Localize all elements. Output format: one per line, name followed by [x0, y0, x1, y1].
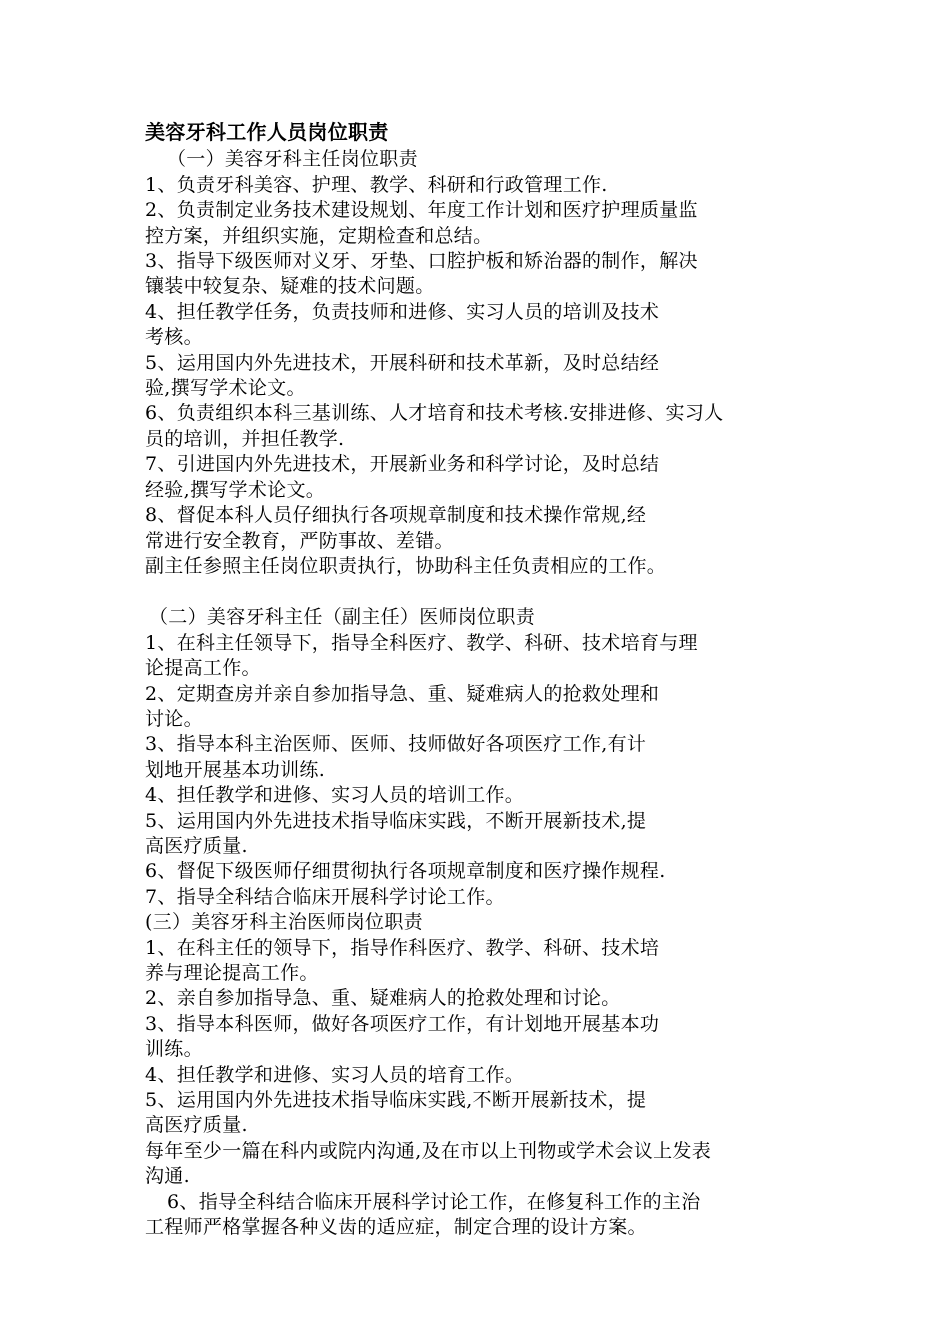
text-line: 训练。	[145, 1038, 203, 1061]
text-line: 3、指导下级医师对义牙、牙垫、口腔护板和矫治器的制作，解决	[145, 250, 698, 273]
text-line: 控方案，并组织实施，定期检查和总结。	[145, 224, 493, 247]
text-line: 验,撰写学术论文。	[145, 377, 306, 400]
text-line: 讨论。	[145, 707, 203, 730]
text-line: 6、督促下级医师仔细贯彻执行各项规章制度和医疗操作规程.	[145, 860, 666, 883]
text-line: 5、运用国内外先进技术指导临床实践,不断开展新技术，提	[145, 1089, 647, 1112]
text-line: 副主任参照主任岗位职责执行，协助科主任负责相应的工作。	[145, 554, 667, 577]
text-line: 7、引进国内外先进技术，开展新业务和科学讨论，及时总结	[145, 453, 660, 476]
text-line: 7、指导全科结合临床开展科学讨论工作。	[145, 885, 505, 908]
text-line: 4、担任教学和进修、实习人员的培育工作。	[145, 1063, 525, 1086]
text-line: 高医疗质量.	[145, 834, 248, 857]
text-line: 常进行安全教育，严防事故、差错。	[145, 529, 454, 552]
text-line: 3、指导本科主治医师、医师、技师做好各项医疗工作,有计	[145, 733, 647, 756]
text-line: 5、运用国内外先进技术指导临床实践，不断开展新技术,提	[145, 809, 647, 832]
text-line: 员的培训，并担任教学.	[145, 427, 345, 450]
text-line: 6、指导全科结合临床开展科学讨论工作，在修复科工作的主治	[167, 1190, 701, 1213]
section-3-body	[145, 936, 815, 1241]
text-line: 沟通.	[145, 1165, 190, 1188]
text-line: 2、负责制定业务技术建设规划、年度工作计划和医疗护理质量监	[145, 199, 698, 222]
text-line: 经验,撰写学术论文。	[145, 478, 326, 501]
text-line: 2、亲自参加指导急、重、疑难病人的抢救处理和讨论。	[145, 987, 621, 1010]
section-1-heading: （一）美容牙科主任岗位职责	[167, 148, 418, 171]
text-line: 论提高工作。	[145, 657, 261, 680]
text-line: 1、在科主任的领导下，指导作科医疗、教学、科研、技术培	[145, 936, 660, 959]
text-line: 5、运用国内外先进技术，开展科研和技术革新，及时总结经	[145, 351, 660, 374]
text-line: 高医疗质量.	[145, 1114, 248, 1137]
document-title: 美容牙科工作人员岗位职责	[145, 120, 389, 144]
text-line: 工程师严格掌握各种义齿的适应症，制定合理的设计方案。	[145, 1216, 647, 1239]
text-line: 6、负责组织本科三基训练、人才培育和技术考核.安排进修、实习人	[145, 402, 724, 425]
text-line: 每年至少一篇在科内或院内沟通,及在市以上刊物或学术会议上发表	[145, 1139, 712, 1162]
section-2-body	[145, 631, 815, 910]
text-line: 考核。	[145, 326, 203, 349]
blank-line	[145, 579, 815, 605]
text-line: 4、担任教学任务，负责技师和进修、实习人员的培训及技术	[145, 300, 660, 323]
text-line: 划地开展基本功训练.	[145, 758, 326, 781]
section-2-heading: （二）美容牙科主任（副主任）医师岗位职责	[149, 606, 536, 629]
text-line: 3、指导本科医师，做好各项医疗工作，有计划地开展基本功	[145, 1012, 660, 1035]
text-line: 养与理论提高工作。	[145, 962, 319, 984]
document-page	[145, 120, 815, 1240]
section-1-body	[145, 173, 815, 580]
text-line: 1、在科主任领导下，指导全科医疗、教学、科研、技术培育与理	[145, 631, 698, 654]
text-line: 镶装中较复杂、疑难的技术问题。	[145, 275, 435, 298]
section-3-heading: (三）美容牙科主治医师岗位职责	[145, 911, 423, 934]
text-line: 8、督促本科人员仔细执行各项规章制度和技术操作常规,经	[145, 504, 647, 527]
text-line: 4、担任教学和进修、实习人员的培训工作。	[145, 784, 525, 807]
text-line: 2、定期查房并亲自参加指导急、重、疑难病人的抢救处理和	[145, 682, 660, 705]
text-line: 1、负责牙科美容、护理、教学、科研和行政管理工作.	[145, 173, 608, 196]
